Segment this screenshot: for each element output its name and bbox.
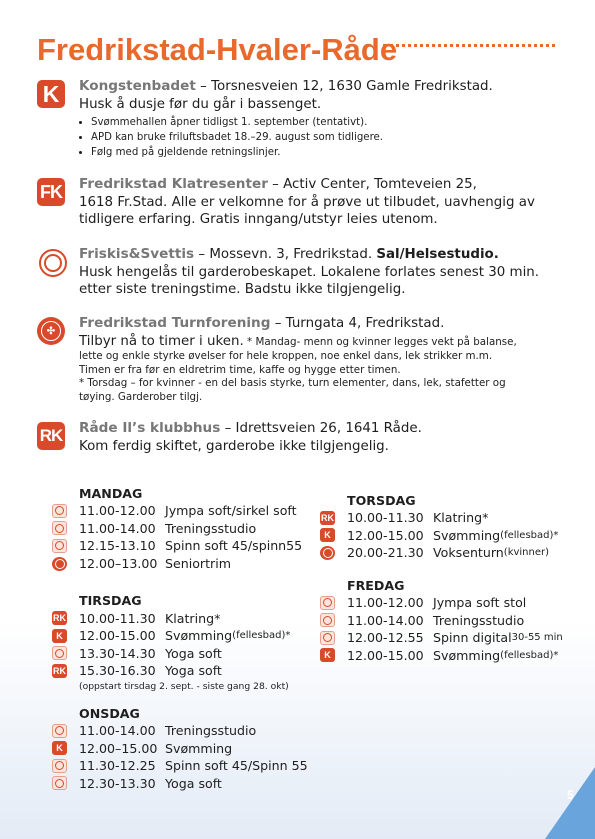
page-number: 5 — [567, 788, 574, 802]
schedule-row — [320, 629, 585, 647]
day-block-fredag — [320, 578, 585, 664]
time: 11.00-12.00 — [79, 503, 156, 519]
time: 10.00-11.30 — [347, 510, 424, 526]
time: 12.00-15.00 — [79, 628, 156, 644]
time: 12.30-13.30 — [79, 775, 156, 791]
time: 13.30-14.30 — [79, 645, 156, 661]
venue-name: Råde Il’s klubbhus — [79, 420, 221, 436]
activity: Klatring* — [433, 510, 489, 526]
time: 20.00-21.30 — [347, 545, 424, 561]
time: 11.00-14.00 — [79, 520, 156, 536]
venue-name: Fredrikstad Turnforening — [79, 315, 271, 331]
schedule-row — [52, 645, 317, 663]
klatresenter-fk-icon: FK — [37, 178, 65, 206]
activity: Treningsstudio — [165, 723, 257, 739]
activity: Spinn soft 45/spinn55 — [165, 538, 303, 554]
venue-name: Friskis&Svettis — [79, 246, 195, 262]
venue-note: 1618 Fr.Stad. Alle er velkomne for å prøve ut tilbudet, uavhengig av — [79, 194, 535, 210]
rk-icon: RK — [53, 613, 66, 624]
friskis-svettis-icon — [320, 631, 335, 645]
schedule-row — [52, 739, 317, 757]
friskis-svettis-icon — [52, 724, 67, 738]
time: 12.00-12.55 — [347, 630, 424, 646]
time: 12.00–13.00 — [79, 556, 158, 572]
schedule-row — [320, 611, 585, 629]
activity: Treningsstudio — [165, 520, 257, 536]
venue-note: Husk hengelås til garderobeskapet. Lokalene forlates senest 30 min. — [79, 264, 540, 280]
schedule-row — [52, 722, 317, 740]
time: 12.00-15.00 — [347, 527, 424, 543]
page-title: Fredrikstad-Hvaler-Råde — [37, 32, 398, 67]
friskis-svettis-icon — [320, 613, 335, 627]
activity-note: (kvinner) — [503, 547, 550, 559]
activity: Treningsstudio — [433, 612, 525, 628]
time: 15.30-16.30 — [79, 663, 156, 679]
activity: Svømming — [433, 527, 501, 543]
venue-klatresenter — [37, 176, 567, 229]
bullet-item: • Svømmehallen åpner tidligst 1. september (tentativt). — [91, 115, 567, 130]
schedule-row — [52, 502, 317, 520]
venue-address: – Activ Center, Tomteveien 25, — [267, 177, 477, 192]
friskis-svettis-icon — [52, 539, 67, 553]
schedule-row — [320, 509, 585, 527]
venue-small-line: * Torsdag – for kvinner - en del basis styrke, turn elementer, dans, lek, stafetter og — [79, 377, 506, 389]
schedule-row — [52, 609, 317, 627]
venue-small-line: lette og enkle styrke øvelser for hele kroppen, noe enkel dans, lek strikker m.m. — [79, 350, 493, 362]
venue-friskis-svettis — [37, 246, 567, 299]
venue-note: Tilbyr nå to timer i uken. — [79, 333, 244, 349]
turnforening-icon — [52, 557, 67, 571]
turnforening-emblem-icon: ✣ — [37, 317, 65, 345]
schedule-row — [52, 775, 317, 793]
venue-bullets — [79, 115, 567, 160]
title-dotted-rule — [383, 44, 555, 47]
venue-note-small: * Mandag- menn og kvinner legges vekt på balanse, — [243, 335, 517, 348]
schedule-right-column — [320, 493, 585, 664]
activity: Voksenturn — [433, 545, 504, 561]
day-block-mandag — [52, 486, 317, 572]
activity: Svømming — [165, 740, 233, 756]
activity: Svømming — [165, 628, 233, 644]
friskis-svettis-icon — [52, 646, 67, 660]
time: 12.00–15.00 — [79, 740, 158, 756]
venue-note: Kom ferdig skiftet, garderobe ikke tilgjengelig. — [79, 438, 389, 454]
schedule-row — [52, 627, 317, 645]
friskis-svettis-icon — [52, 759, 67, 773]
schedule-row — [320, 527, 585, 545]
venue-kongstenbadet — [37, 78, 567, 160]
venue-address: – Mossevn. 3, Fredrikstad. — [194, 247, 377, 262]
venue-name: Kongstenbadet — [79, 78, 196, 94]
activity: Spinn soft 45/Spinn 55 — [165, 758, 308, 774]
bullet-item: • Følg med på gjeldende retningslinjer. — [91, 145, 567, 160]
venue-address: – Turngata 4, Fredrikstad. — [270, 316, 445, 331]
day-heading: ONSDAG — [79, 705, 140, 721]
day-block-onsdag — [52, 706, 317, 792]
venue-turnforening — [37, 315, 567, 404]
venue-room: Sal/Helsestudio. — [376, 247, 499, 262]
venue-address: – Idrettsveien 26, 1641 Råde. — [220, 421, 422, 436]
venue-note: tidligere erfaring. Gratis inngang/utstyr leies utenom. — [79, 212, 438, 227]
day-heading: TIRSDAG — [79, 593, 142, 609]
venue-note: Husk å dusje før du går i bassenget. — [79, 96, 322, 112]
page-corner-triangle — [545, 767, 595, 839]
schedule-row — [52, 757, 317, 775]
tirsdag-footnote: (oppstart tirsdag 2. sept. - siste gang 28. okt) — [79, 680, 289, 692]
activity-note: (fellesbad)* — [500, 529, 559, 541]
activity: Yoga soft — [165, 645, 222, 661]
friskis-svettis-icon — [52, 504, 67, 518]
kongstenbadet-k-icon: K — [37, 80, 65, 108]
venue-name: Fredrikstad Klatresenter — [79, 176, 268, 192]
friskis-svettis-logo-icon — [39, 249, 67, 277]
friskis-svettis-icon — [52, 776, 67, 790]
activity: Yoga soft — [165, 775, 222, 791]
schedule-row — [52, 555, 317, 573]
schedule-row — [52, 662, 317, 680]
activity: Spinn digital — [433, 630, 512, 646]
rk-icon: RK — [321, 512, 334, 523]
bullet-item: • APD kan bruke friluftsbadet 18.–29. august som tidligere. — [91, 130, 567, 145]
time: 12.15-13.10 — [79, 538, 156, 554]
time: 11.00-12.00 — [347, 595, 424, 611]
time: 11.00-14.00 — [79, 723, 156, 739]
day-heading: FREDAG — [347, 577, 405, 593]
k-icon: K — [52, 741, 67, 755]
activity: Jympa soft/sirkel soft — [165, 503, 297, 519]
schedule-row — [52, 537, 317, 555]
rk-icon: RK — [53, 665, 66, 676]
venue-address: – Torsnesveien 12, 1630 Gamle Fredrikstad. — [195, 79, 493, 94]
venue-small-line: Timen er fra før en eldretrim time, kaffe og hygge etter timen. — [79, 363, 401, 376]
k-icon: K — [320, 648, 335, 662]
activity: Svømming — [433, 647, 501, 663]
schedule-row — [320, 594, 585, 612]
schedule-row — [52, 520, 317, 538]
time: 11.00-14.00 — [347, 612, 424, 628]
day-heading: MANDAG — [79, 486, 143, 501]
time: 11.30-12.25 — [79, 758, 156, 774]
venue-small-line: tøying. Garderober tilgj. — [79, 390, 203, 403]
activity: Seniortrim — [165, 556, 231, 572]
activity: Jympa soft stol — [433, 595, 527, 611]
activity-note: (fellesbad)* — [232, 630, 291, 642]
day-heading: TORSDAG — [347, 493, 416, 508]
turnforening-icon — [320, 546, 335, 560]
rade-rk-icon: RK — [37, 422, 65, 450]
friskis-svettis-icon — [52, 521, 67, 535]
schedule-row — [320, 544, 585, 562]
day-block-torsdag — [320, 493, 585, 562]
activity-note: (fellesbad)* — [500, 649, 559, 661]
time: 10.00-11.30 — [79, 610, 156, 626]
schedule-left-column — [52, 486, 317, 792]
k-icon: K — [320, 528, 335, 542]
venue-note: etter siste treningstime. Badstu ikke tilgjengelig. — [79, 282, 406, 297]
activity: Yoga soft — [165, 663, 222, 679]
time: 12.00-15.00 — [347, 647, 424, 663]
k-icon: K — [52, 629, 67, 643]
friskis-svettis-icon — [320, 596, 335, 610]
activity: Klatring* — [165, 610, 221, 626]
venue-rade-il — [37, 420, 567, 455]
activity-note: 30-55 min — [511, 632, 563, 644]
schedule-row — [320, 647, 585, 665]
day-block-tirsdag — [52, 593, 317, 693]
